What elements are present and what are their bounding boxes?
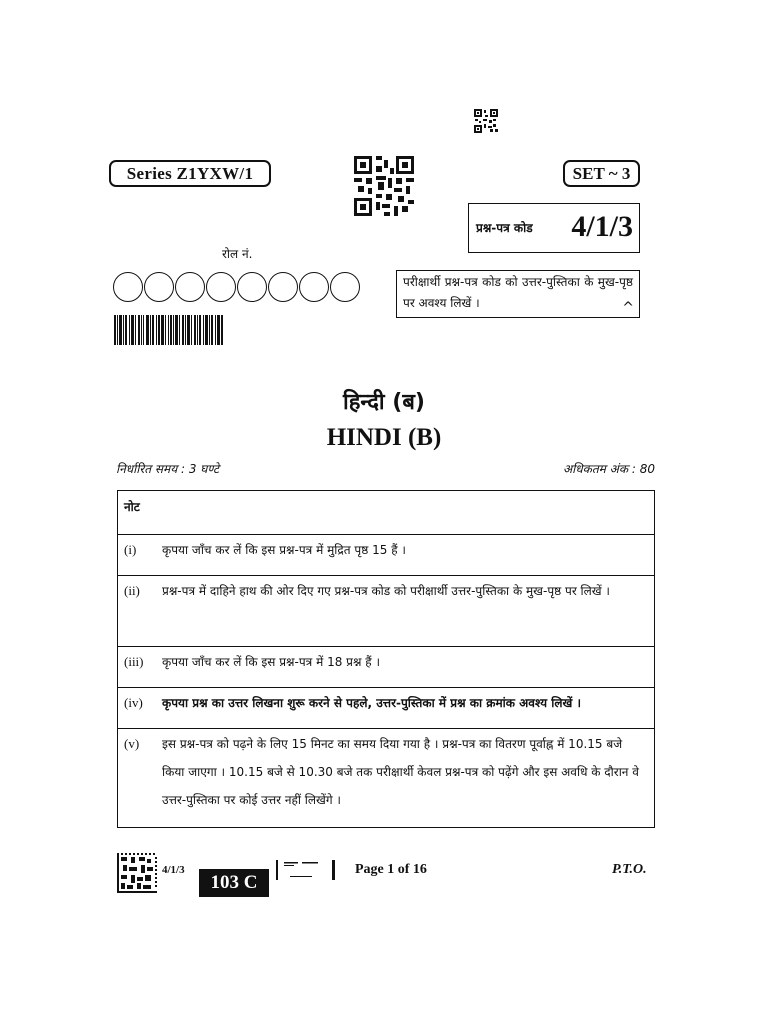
table-row	[118, 729, 655, 828]
roll-digit-circle	[330, 272, 360, 302]
table-row	[118, 647, 655, 688]
table-row	[118, 535, 655, 576]
small-qr-code-icon	[474, 109, 498, 133]
footer-paper-code: 4/1/3	[162, 864, 185, 876]
roll-number-label: रोल नं.	[222, 247, 253, 261]
note-heading: नोट	[124, 500, 140, 514]
caret-mark: ^	[622, 300, 634, 316]
note-text: कृपया जाँच कर लें कि इस प्रश्न-पत्र में मुद्रित पृष्ठ 15 हैं ।	[162, 543, 406, 557]
roll-digit-circle	[113, 272, 143, 302]
note-number: (ii)	[124, 583, 140, 598]
qr-code-icon	[354, 156, 414, 216]
roll-number-boxes	[113, 272, 361, 302]
roll-digit-circle	[175, 272, 205, 302]
table-row	[118, 688, 655, 729]
data-matrix-icon	[117, 853, 157, 893]
time-allowed: निर्धारित समय : 3 घण्टे	[116, 462, 220, 476]
paper-code-value: 4/1/3	[571, 210, 633, 243]
note-text: कृपया प्रश्न का उत्तर लिखना शुरू करने से पहले, उत्तर-पुस्तिका में प्रश्न का क्रमांक अवश्य लिखें ।	[162, 696, 581, 710]
roll-digit-circle	[268, 272, 298, 302]
note-number: (i)	[124, 542, 137, 557]
note-text: कृपया जाँच कर लें कि इस प्रश्न-पत्र में 18 प्रश्न हैं ।	[162, 655, 381, 669]
booklet-code: 103 C	[199, 869, 269, 897]
code-instruction-box	[396, 270, 640, 318]
roll-digit-circle	[299, 272, 329, 302]
footer-barcode-icon	[276, 859, 338, 881]
table-row	[118, 576, 655, 647]
maximum-marks: अधिकतम अंक : 80	[562, 462, 655, 476]
table-row	[118, 491, 655, 535]
subject-title-english: HINDI (B)	[326, 424, 442, 451]
note-number: (iv)	[124, 695, 143, 710]
note-text: इस प्रश्न-पत्र को पढ़ने के लिए 15 मिनट का समय दिया गया है । प्रश्न-पत्र का वितरण पूर्वाह्न में 10.15 बजे किया जाएगा । 10.15 बजे से 10.30 बजे तक परीक्षार्थी केवल प्रश्न-पत्र को पढ़ेंगे और इस अवधि के दौरान वे उत्तर-पुस्तिका पर कोई उत्तर नहीं लिखेंगे ।	[162, 737, 639, 807]
roll-digit-circle	[144, 272, 174, 302]
note-number: (iii)	[124, 654, 144, 669]
paper-code-label: प्रश्न-पत्र कोड	[476, 221, 533, 235]
roll-digit-circle	[206, 272, 236, 302]
instructions-table	[117, 490, 655, 828]
series-label: Series Z1YXW/1	[109, 160, 271, 187]
set-label: SET ~ 3	[563, 160, 640, 187]
note-text: प्रश्न-पत्र में दाहिने हाथ की ओर दिए गए प्रश्न-पत्र कोड को परीक्षार्थी उत्तर-पुस्तिका के मुख-पृष्ठ पर लिखें ।	[162, 584, 610, 598]
please-turn-over: P.T.O.	[612, 862, 647, 877]
subject-title-hindi: हिन्दी (ब)	[343, 390, 425, 415]
page-number: Page 1 of 16	[355, 862, 427, 877]
note-number: (v)	[124, 736, 140, 751]
paper-code-box	[468, 203, 640, 253]
barcode-icon	[114, 315, 224, 345]
roll-digit-circle	[237, 272, 267, 302]
code-instruction-text: परीक्षार्थी प्रश्न-पत्र कोड को उत्तर-पुस्तिका के मुख-पृष्ठ पर अवश्य लिखें ।	[403, 275, 633, 310]
